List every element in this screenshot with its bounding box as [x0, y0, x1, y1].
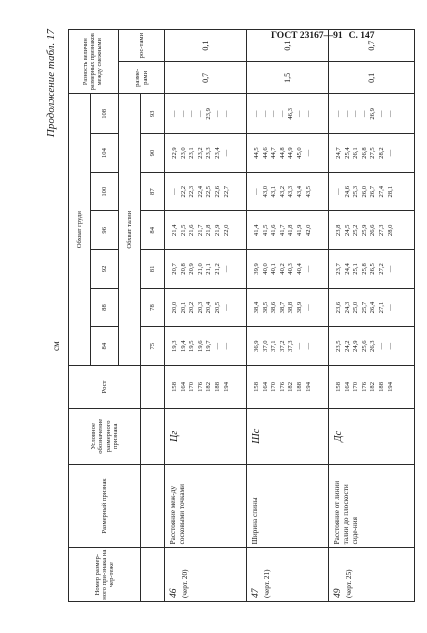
header-feature: Размерный признак — [69, 464, 141, 548]
table-cell-value: 26,1 — [352, 147, 360, 159]
table-cell-value: 23,7 — [335, 263, 342, 275]
height-value: 158 — [253, 382, 260, 392]
height-value: 194 — [304, 382, 312, 392]
header-chest-group: Обхват груди — [69, 94, 91, 366]
value-column — [165, 288, 247, 327]
table-cell-value: 41,7 — [278, 224, 286, 237]
table-cell-value: — — [213, 110, 221, 118]
table-cell-value: 21,1 — [205, 263, 213, 275]
height-value: 164 — [179, 382, 187, 392]
table-continuation-title: Продолжение табл. 17 — [45, 29, 57, 138]
value-column — [165, 134, 247, 173]
table-cell-value: 20,0 — [171, 301, 178, 314]
header-diff-group: Разность величин размерных признаков между смежными — [69, 30, 119, 94]
table-cell-value: 19,6 — [196, 340, 204, 352]
table-cell-value: 20,2 — [188, 301, 196, 314]
table-cell-value: 21,4 — [171, 224, 178, 237]
table-cell-value: 39,9 — [253, 263, 260, 275]
value-column — [247, 211, 329, 250]
header-height-spacer — [141, 365, 165, 408]
height-value: 188 — [213, 382, 221, 392]
table-cell-value: 20,3 — [196, 301, 204, 314]
table-cell-value: — — [377, 110, 385, 118]
table-cell-value: — — [270, 110, 278, 118]
chest-col-6: 104 — [91, 134, 119, 173]
table-cell-value: 43,5 — [304, 185, 312, 198]
chest-col-7: 108 — [91, 94, 119, 134]
feature-number: 46 — [169, 588, 179, 598]
table-cell-value: 43,1 — [270, 185, 278, 198]
measurement-table — [68, 29, 415, 602]
table-cell-value: 21,5 — [179, 224, 187, 237]
table-cell-value: 41,9 — [295, 224, 303, 237]
diff-heights-value: 0,7 — [329, 30, 415, 62]
chest-col-1: 84 — [91, 327, 119, 366]
table-cell-value: — — [213, 342, 221, 350]
table-cell-value: 38,9 — [295, 301, 303, 314]
table-cell-value: 44,8 — [278, 147, 286, 159]
table-row — [329, 30, 415, 602]
table-cell-value: 28,2 — [377, 147, 385, 159]
table-cell-value: — — [222, 110, 230, 118]
table-cell-value: 19,7 — [205, 340, 213, 352]
table-cell-value: — — [188, 110, 196, 118]
value-column — [247, 94, 329, 134]
diff-sizes-value: 0,1 — [329, 62, 415, 94]
table-cell-value: 26,7 — [369, 185, 377, 198]
table-cell-value: 23,4 — [213, 147, 221, 159]
table-cell-value: 19,5 — [188, 340, 196, 352]
table-cell-value: — — [360, 110, 368, 118]
height-value: 176 — [196, 382, 204, 392]
value-column — [247, 250, 329, 289]
table-cell-value: 26,6 — [369, 224, 377, 237]
table-cell-value: 20,4 — [205, 301, 213, 314]
table-cell-value: 23,0 — [179, 147, 187, 159]
table-cell-value: — — [386, 342, 394, 350]
drawing-ref: (черт. 25) — [344, 569, 353, 598]
table-cell-value: 37,0 — [261, 340, 269, 352]
table-cell-value: — — [222, 149, 230, 157]
table-cell-value: — — [278, 110, 286, 118]
header-symbol: Условное обозначение размерного признака — [69, 408, 141, 464]
height-value: 158 — [335, 382, 342, 392]
table-cell-value: 43,3 — [287, 185, 295, 198]
table-cell-value: — — [304, 342, 312, 350]
value-column — [329, 94, 415, 134]
table-cell-value: 25,2 — [352, 224, 360, 237]
table-cell-value: 42,0 — [304, 224, 312, 237]
table-cell-value: 25,3 — [352, 185, 360, 198]
table-cell-value: — — [222, 265, 230, 273]
table-cell-value: 37,2 — [278, 340, 286, 352]
waist-col-2: 78 — [141, 288, 165, 327]
table-cell-value: — — [386, 265, 394, 273]
table-cell-value: — — [304, 149, 312, 157]
table-cell-value: — — [335, 188, 342, 195]
value-column — [165, 94, 247, 134]
table-cell-value: 22,5 — [205, 185, 213, 198]
table-cell-value: 28,1 — [386, 185, 394, 198]
table-cell-value: 45,0 — [295, 147, 303, 159]
table-cell-value: 22,9 — [171, 147, 178, 159]
table-cell-value: 36,9 — [253, 340, 260, 352]
height-value: 164 — [343, 382, 351, 392]
height-value: 158 — [171, 382, 178, 392]
table-cell-value: 38,8 — [287, 301, 295, 314]
table-cell-value: 25,9 — [360, 224, 368, 237]
table-cell-value: 44,5 — [253, 147, 260, 159]
value-column — [165, 250, 247, 289]
value-column — [329, 172, 415, 211]
table-cell-value: 44,7 — [270, 147, 278, 159]
height-value: 194 — [222, 382, 230, 392]
header-diff-sizes: разме-рами — [119, 62, 165, 94]
page-number: С. 147 — [348, 31, 375, 41]
waist-col-7: 93 — [141, 94, 165, 134]
table-cell-value: 23,5 — [335, 340, 342, 352]
feature-name: Ширина спины — [247, 464, 329, 548]
height-value: 194 — [386, 382, 394, 392]
table-cell-value: — — [386, 149, 394, 157]
value-column — [329, 250, 415, 289]
table-cell-value: 22,0 — [222, 224, 230, 237]
table-cell-value: 24,9 — [352, 340, 360, 352]
rotated-table-page — [43, 29, 413, 602]
table-cell-value: 24,6 — [343, 185, 351, 198]
feature-symbol: Дс — [329, 408, 415, 464]
header-symbol-spacer — [141, 408, 165, 464]
table-cell-value: 41,6 — [270, 224, 278, 237]
chest-col-5: 100 — [91, 172, 119, 211]
height-list — [165, 365, 247, 408]
table-cell-value: 43,0 — [261, 185, 269, 198]
table-cell-value: 23,3 — [205, 147, 213, 159]
value-column — [165, 327, 247, 366]
table-cell-value: — — [304, 110, 312, 118]
height-value: 182 — [205, 382, 213, 392]
table-cell-value: 41,4 — [253, 224, 260, 237]
table-cell-value: — — [335, 110, 342, 118]
table-cell-value: 25,1 — [352, 263, 360, 275]
height-value: 164 — [261, 382, 269, 392]
feature-name: Расстояние меж-ду сосковыми точками — [165, 464, 247, 548]
value-column — [329, 288, 415, 327]
value-column — [329, 211, 415, 250]
diff-heights-value: 0,1 — [247, 30, 329, 62]
table-cell-value: 21,9 — [213, 224, 221, 237]
table-cell-value: 37,3 — [287, 340, 295, 352]
table-cell-value: 19,4 — [179, 340, 187, 352]
table-cell-value: 26,5 — [369, 263, 377, 275]
value-column — [165, 172, 247, 211]
table-cell-value: 21,0 — [196, 263, 204, 275]
height-value: 188 — [295, 382, 303, 392]
table-cell-value: 24,3 — [343, 301, 351, 314]
table-cell-value: 44,6 — [261, 147, 269, 159]
table-cell-value: 21,8 — [205, 224, 213, 237]
table-row — [165, 30, 247, 602]
table-cell-value: 19,3 — [171, 340, 178, 352]
table-cell-value: 23,1 — [188, 147, 196, 159]
table-cell-value: 21,2 — [213, 263, 221, 275]
table-cell-value: 44,9 — [287, 147, 295, 159]
table-cell-value: 27,1 — [377, 301, 385, 314]
feature-name: Расстояние от линии талии до плоскости сиде-ния — [329, 464, 415, 548]
chest-col-4: 96 — [91, 211, 119, 250]
table-cell-value: 27,4 — [377, 185, 385, 198]
table-cell-value: 38,5 — [261, 301, 269, 314]
table-cell-value: 20,8 — [179, 263, 187, 275]
table-cell-value: 20,5 — [213, 301, 221, 314]
height-value: 182 — [369, 382, 377, 392]
table-cell-value: 26,9 — [369, 108, 377, 120]
table-cell-value: — — [222, 304, 230, 311]
height-value: 176 — [360, 382, 368, 392]
table-body — [165, 30, 415, 602]
table-cell-value: — — [222, 342, 230, 350]
value-column — [329, 134, 415, 173]
header-number: Номер размер-ного при-знака на чер-теже — [69, 548, 141, 602]
header-waist-group: Обхват талии — [119, 94, 141, 366]
table-cell-value: 41,5 — [261, 224, 269, 237]
table-cell-value: 28,0 — [386, 224, 394, 237]
table-cell-value: 40,3 — [287, 263, 295, 275]
value-column — [247, 288, 329, 327]
diff-sizes-value: 0,7 — [165, 62, 247, 94]
table-cell-value: 22,2 — [179, 185, 187, 198]
table-cell-value: 24,7 — [335, 147, 342, 159]
table-cell-value: — — [171, 188, 178, 195]
diff-sizes-value: 1,5 — [247, 62, 329, 94]
standard-code: ГОСТ 23167—91 — [271, 31, 343, 41]
waist-col-3: 81 — [141, 250, 165, 289]
table-cell-value: 40,1 — [270, 263, 278, 275]
height-value: 170 — [352, 382, 360, 392]
table-cell-value: — — [343, 110, 351, 118]
diff-heights-value: 0,1 — [165, 30, 247, 62]
table-row — [247, 30, 329, 602]
table-cell-value: 43,2 — [278, 185, 286, 198]
table-cell-value: — — [253, 188, 260, 195]
table-cell-value: 25,7 — [360, 301, 368, 314]
drawing-ref: (черт. 20) — [180, 569, 189, 598]
table-cell-value: 24,5 — [343, 224, 351, 237]
waist-col-6: 90 — [141, 134, 165, 173]
table-cell-value: 41,8 — [287, 224, 295, 237]
table-cell-value: 23,8 — [335, 224, 342, 237]
table-cell-value: — — [171, 110, 178, 118]
table-cell-value: 24,2 — [343, 340, 351, 352]
table-cell-value: 27,2 — [377, 263, 385, 275]
height-value: 176 — [278, 382, 286, 392]
table-cell-value: 25,6 — [360, 340, 368, 352]
table-cell-value: 20,7 — [171, 263, 178, 275]
table-cell-value: 22,3 — [188, 185, 196, 198]
chest-col-3: 92 — [91, 250, 119, 289]
height-value: 182 — [287, 382, 295, 392]
table-cell-value: — — [295, 110, 303, 118]
table-cell-value: — — [304, 265, 312, 273]
table-cell-value: 40,2 — [278, 263, 286, 275]
table-cell-value: — — [253, 110, 260, 118]
table-cell-value: 25,8 — [360, 263, 368, 275]
table-cell-value: 20,9 — [188, 263, 196, 275]
table-cell-value: 22,7 — [222, 185, 230, 198]
table-cell-value: 40,0 — [261, 263, 269, 275]
table-cell-value: — — [304, 304, 312, 311]
header-feature-spacer — [141, 464, 165, 548]
table-cell-value: — — [386, 110, 394, 118]
feature-number-cell — [329, 548, 415, 602]
feature-number: 49 — [333, 588, 343, 598]
table-cell-value: 27,5 — [369, 147, 377, 159]
table-cell-value: 38,4 — [253, 301, 260, 314]
header-diff-heights: рос-тами — [119, 30, 165, 62]
feature-number-cell — [165, 548, 247, 602]
feature-number-cell — [247, 548, 329, 602]
table-cell-value: — — [179, 110, 187, 118]
table-cell-value: 23,2 — [196, 147, 204, 159]
table-cell-value: — — [377, 342, 385, 350]
table-cell-value: 37,1 — [270, 340, 278, 352]
table-cell-value: 26,4 — [369, 301, 377, 314]
header-number-spacer — [141, 548, 165, 602]
height-value: 188 — [377, 382, 385, 392]
feature-symbol: Шс — [247, 408, 329, 464]
table-cell-value: 25,4 — [343, 147, 351, 159]
table-cell-value: 46,3 — [287, 108, 295, 120]
table-cell-value: 23,9 — [205, 108, 213, 120]
height-list — [329, 365, 415, 408]
table-cell-value: 22,4 — [196, 185, 204, 198]
waist-col-4: 84 — [141, 211, 165, 250]
value-column — [247, 172, 329, 211]
waist-col-5: 87 — [141, 172, 165, 211]
table-cell-value: 27,3 — [377, 224, 385, 237]
table-cell-value: 21,6 — [188, 224, 196, 237]
table-cell-value: 26,8 — [360, 147, 368, 159]
table-cell-value: — — [386, 304, 394, 311]
table-cell-value: — — [352, 110, 360, 118]
chest-col-2: 88 — [91, 288, 119, 327]
value-column — [329, 327, 415, 366]
table-cell-value: 40,4 — [295, 263, 303, 275]
table-cell-value: 22,6 — [213, 185, 221, 198]
height-value: 170 — [270, 382, 278, 392]
table-cell-value: — — [261, 110, 269, 118]
table-cell-value: 26,3 — [369, 340, 377, 352]
feature-symbol: Цг — [165, 408, 247, 464]
table-cell-value: 38,6 — [270, 301, 278, 314]
unit-label: см — [51, 341, 61, 351]
table-cell-value: — — [295, 342, 303, 350]
value-column — [247, 134, 329, 173]
table-cell-value: 24,4 — [343, 263, 351, 275]
value-column — [165, 211, 247, 250]
feature-number: 47 — [251, 588, 261, 598]
header-height: Рост — [69, 365, 141, 408]
table-cell-value: 43,4 — [295, 185, 303, 198]
table-cell-value: 23,6 — [335, 301, 342, 314]
table-cell-value: — — [196, 110, 204, 118]
table-cell-value: 20,1 — [179, 301, 187, 314]
waist-col-1: 75 — [141, 327, 165, 366]
table-cell-value: 25,0 — [352, 301, 360, 314]
drawing-ref: (черт. 21) — [262, 569, 271, 598]
table-cell-value: 21,7 — [196, 224, 204, 237]
table-cell-value: 26,0 — [360, 185, 368, 198]
height-list — [247, 365, 329, 408]
table-cell-value: 38,7 — [278, 301, 286, 314]
height-value: 170 — [188, 382, 196, 392]
value-column — [247, 327, 329, 366]
